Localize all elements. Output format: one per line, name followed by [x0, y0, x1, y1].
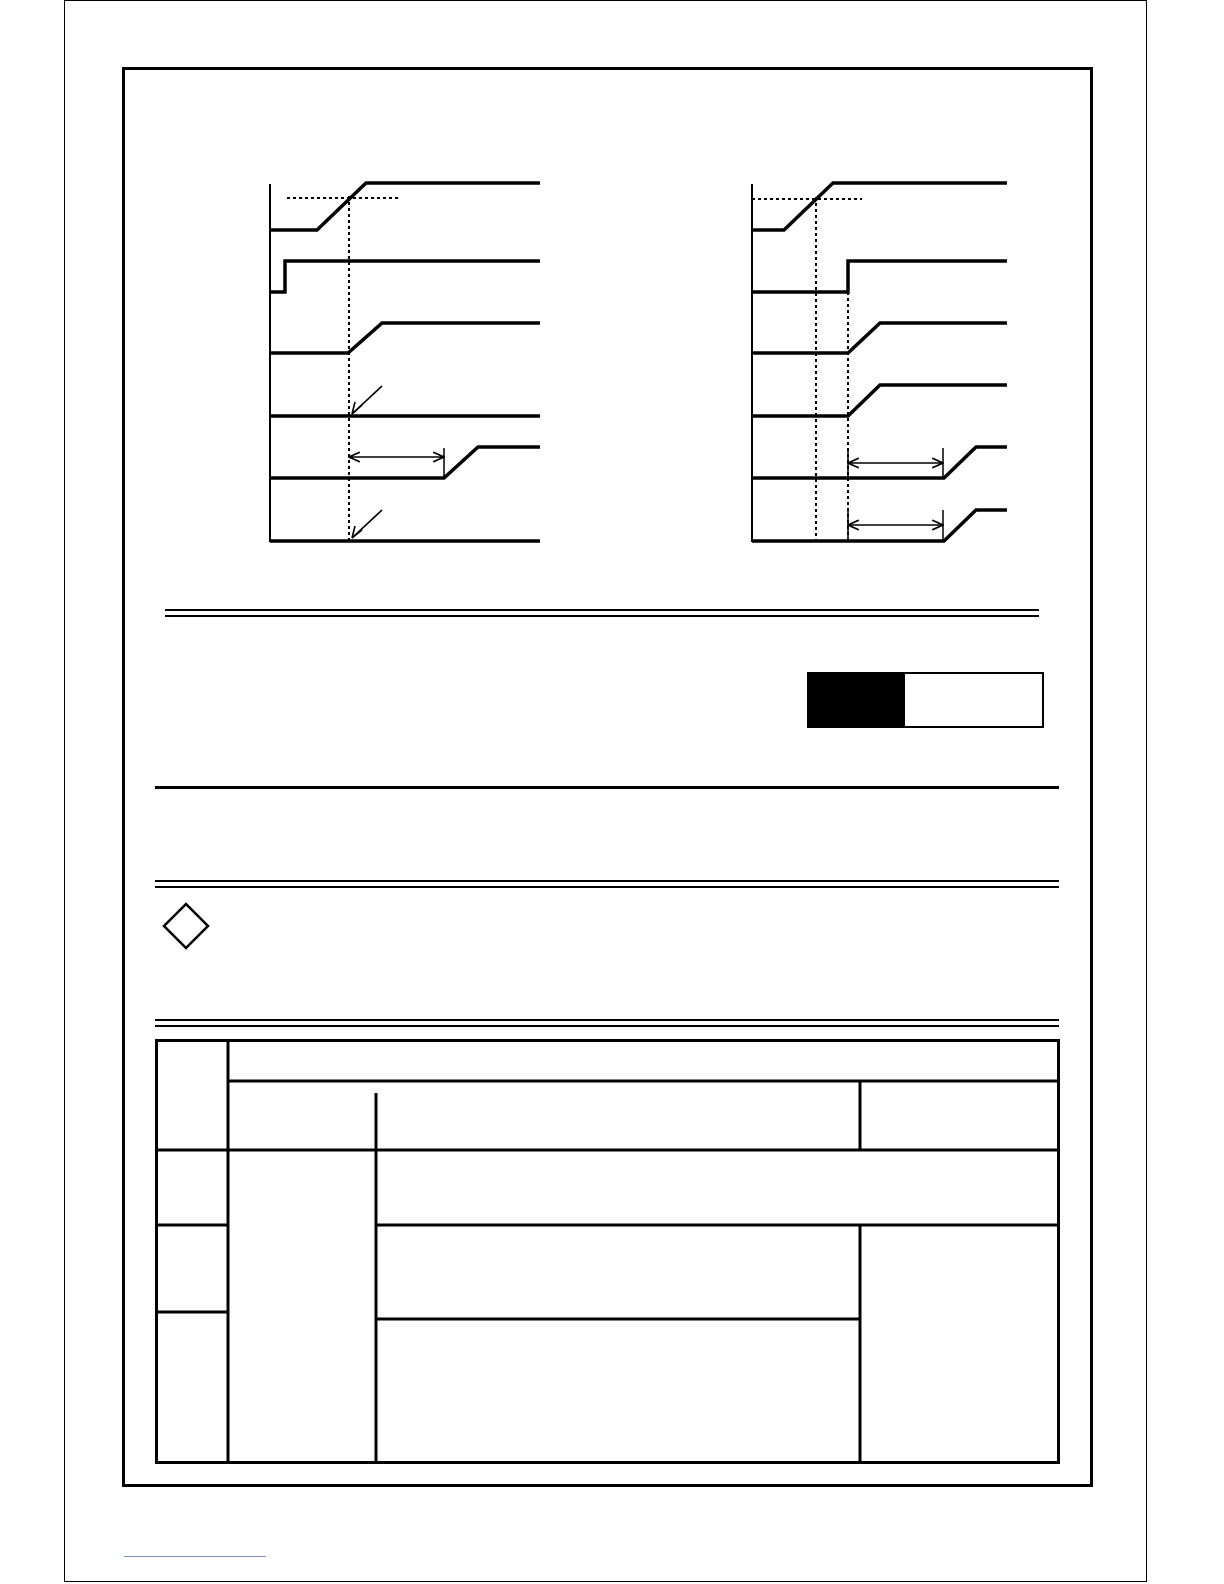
section-divider-2 — [155, 786, 1059, 789]
timing-diagrams — [0, 0, 1224, 600]
right-signal-4 — [752, 385, 1007, 416]
left-signal-3 — [270, 323, 540, 353]
badge-light-segment — [905, 674, 1042, 726]
left-signal-2 — [270, 261, 540, 292]
left-signal-1 — [270, 183, 540, 230]
timing-diagram-left — [270, 183, 540, 542]
right-signal-3 — [752, 323, 1007, 353]
table-outline — [157, 1041, 1059, 1463]
parameter-table — [155, 1039, 1061, 1466]
badge-dark-segment — [809, 674, 905, 726]
footer-link-underline — [124, 1556, 266, 1557]
note-diamond-icon — [160, 902, 212, 952]
right-signal-2 — [752, 261, 1007, 292]
section-divider-3 — [155, 880, 1059, 888]
section-divider-4 — [155, 1019, 1059, 1027]
right-signal-1 — [752, 183, 1007, 230]
section-divider-1 — [165, 609, 1039, 617]
parameter-badge — [807, 672, 1044, 728]
timing-diagram-right — [752, 183, 1007, 542]
left-signal-5 — [270, 447, 540, 478]
